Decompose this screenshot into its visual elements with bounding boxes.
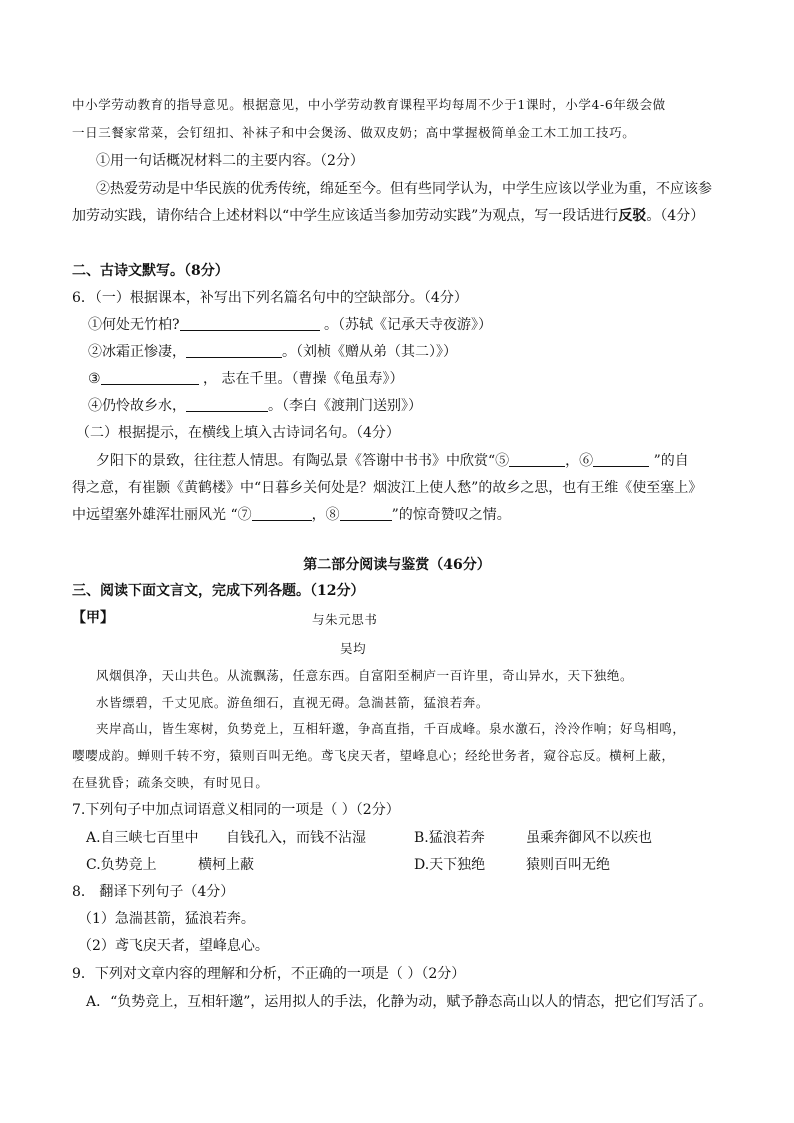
question-8-1: （1）急湍甚箭，猛浪若奔。	[78, 911, 255, 927]
question-9: 9．下列对文章内容的理解和分析，不正确的一项是（ ）（2分）	[72, 966, 466, 982]
fill-item-4: ④仍怜故乡水， 。（李白《渡荆门送别》）	[88, 398, 422, 414]
passage-label: 【甲】	[72, 610, 114, 626]
passage-paragraph-3-line-1: 夹岸高山，皆生寒树，负势竞上，互相轩邈，争高直指，千百成峰。泉水激石，泠泠作响；好鸟相鸣，	[96, 721, 686, 736]
answer-blank-1[interactable]	[180, 316, 320, 331]
passage-paragraph-3-line-2: 嘤嘤成韵。蝉则千转不穷，猿则百叫无绝。鸢飞戾天者，望峰息心；经纶世务者，窥谷忘反。横柯上蔽，	[72, 748, 675, 763]
option-b-left[interactable]: B.猛浪若奔	[414, 830, 485, 846]
passage-author: 吴均	[340, 641, 367, 656]
part-two-title: 第二部分阅读与鉴赏（46分）	[303, 557, 491, 573]
question-7: 7.下列句子中加点词语意义相同的一项是（ ）（2分）	[72, 802, 400, 818]
question-5-2-line-1: ②热爱劳动是中华民族的优秀传统，绵延至今。但有些同学认为，中学生应该以学业为重，不应该参	[96, 181, 712, 197]
question-6-intro: 6．（一）根据课本，补写出下列名篇名句中的空缺部分。（4分）	[72, 290, 468, 306]
answer-blank-3[interactable]	[101, 370, 199, 385]
material-line-2: 一日三餐家常菜，会钉纽扣、补袜子和中会煲汤、做双皮奶；高中掌握极简单金工木工加工技巧。	[72, 125, 636, 140]
answer-blank-6[interactable]	[593, 452, 649, 467]
passage-paragraph-3-line-3: 在昼犹昏；疏条交映，有时见日。	[72, 775, 269, 790]
passage-title: 与朱元思书	[312, 612, 378, 627]
fill-item-3: ③ ， 志在千里。（曹操《龟虽寿》）	[88, 371, 404, 387]
option-a-right: 自钱孔入，而钱不沾湿	[226, 830, 366, 846]
part-2-line-2: 得之意，有崔颢《黄鹤楼》中“日暮乡关何处是？烟波江上使人愁”的故乡之思，也有王维《使至塞上》	[72, 480, 703, 496]
option-d-left[interactable]: D.天下独绝	[414, 857, 486, 873]
question-6-part-2-intro: （二）根据提示，在横线上填入古诗词名句。（4分）	[76, 425, 400, 441]
material-line-1: 中小学劳动教育的指导意见。根据意见，中小学劳动教育课程平均每周不少于1课时，小学4-6年级会做	[72, 97, 666, 112]
question-5-1: ①用一句话概况材料二的主要内容。（2分）	[96, 153, 364, 169]
answer-blank-5[interactable]	[509, 452, 565, 467]
answer-blank-4[interactable]	[186, 397, 268, 412]
option-c-left[interactable]: C.负势竞上	[86, 857, 157, 873]
part-2-line-1: 夕阳下的景致，往往惹人情思。有陶弘景《答谢中书书》中欣赏“⑤ ，⑥ ”的自	[96, 453, 689, 469]
passage-paragraph-1: 风烟俱净，天山共色。从流飘荡，任意东西。自富阳至桐庐一百许里，奇山异水，天下独绝。	[96, 668, 634, 683]
option-a-left[interactable]: A.自三峡七百里中	[86, 830, 199, 846]
option-b-right: 虽乘奔御风不以疾也	[526, 830, 652, 846]
option-d-right: 猿则百叫无绝	[526, 857, 610, 873]
section-3-title: 三、阅读下面文言文，完成下列各题。（12分）	[72, 583, 365, 599]
passage-paragraph-2: 水皆缥碧，千丈见底。游鱼细石，直视无碍。急湍甚箭，猛浪若奔。	[96, 695, 490, 710]
part-2-line-3: 中远望塞外雄浑壮丽风光 “⑦ ，⑧ ”的惊奇赞叹之情。	[72, 507, 511, 523]
question-8-2: （2）鸢飞戾天者，望峰息心。	[78, 938, 269, 954]
fill-item-2: ②冰霜正惨凄， 。（刘桢《赠从弟（其二）》）	[88, 344, 457, 360]
option-c-right: 横柯上蔽	[198, 857, 254, 873]
section-2-title: 二、古诗文默写。（8分）	[72, 263, 229, 279]
question-5-2-line-2: 加劳动实践，请你结合上述材料以“中学生应该适当参加劳动实践”为观点，写一段话进行反驳。（4分）	[72, 208, 705, 224]
answer-blank-7[interactable]	[252, 506, 312, 521]
question-8: 8． 翻译下列句子（4分）	[72, 884, 235, 900]
emphasis-rebut: 反驳	[618, 208, 647, 224]
question-9-option-a[interactable]: A．“负势竞上，互相轩邈”，运用拟人的手法，化静为动，赋予静态高山以人的情态，把它们写活了。	[86, 994, 713, 1010]
answer-blank-2[interactable]	[186, 343, 282, 358]
answer-blank-8[interactable]	[340, 506, 392, 521]
fill-item-1: ①何处无竹柏? 。（苏轼《记承天寺夜游》）	[88, 317, 492, 333]
